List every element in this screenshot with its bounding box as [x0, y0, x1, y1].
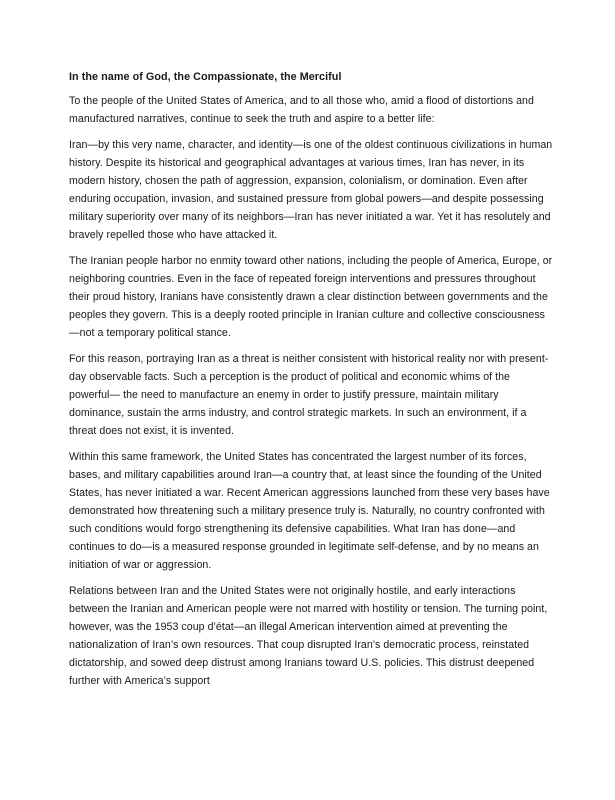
- paragraph-salutation: To the people of the United States of America, and to all those who, amid a flood of distortions and manufactured narratives, continue to seek the truth and aspire to a better life:: [69, 95, 534, 125]
- paragraph-us-military-presence: Within this same framework, the United States has concentrated the largest number of its forces, bases, and military capabilities around Iran—a country that, at least since the founding of the United States, has never initiated a war. Recent American aggressions launched from these very bases have demonstrated how threatening such a military presence truly is. Naturally, no country confronted with such conditions would forgo strengthening its defensive capabilities. What Iran has done—and continues to do—is a measured response grounded in legitimate self-defense, and by no means an initiation of war or aggression.: [69, 451, 550, 571]
- paragraph-relations-history: Relations between Iran and the United States were not originally hostile, and early interactions between the Iranian and American people were not marred with hostility or tension. The turning point, however, was the 1953 coup d’état—an illegal American intervention aimed at preventing the nationalization of Iran’s own resources. That coup disrupted Iran’s democratic process, reinstated dictatorship, and sowed deep distrust among Iranians toward U.S. policies. This distrust deepened further with America’s support: [69, 585, 548, 687]
- letter-body: [69, 68, 553, 698]
- paragraph-iranian-people: The Iranian people harbor no enmity toward other nations, including the people of America, Europe, or neighboring countries. Even in the face of repeated foreign interventions and pressures throughout their proud history, Iranians have consistently drawn a clear distinction between governments and the peoples they govern. This is a deeply rooted principle in Iranian culture and collective consciousness—not a temporary political stance.: [69, 255, 553, 339]
- paragraph-threat-perception: For this reason, portraying Iran as a threat is neither consistent with historical reality nor with present-day observable facts. Such a perception is the product of political and economic whims of the powerful— the need to manufacture an enemy in order to justify pressure, maintain military dominance, sustain the arms industry, and control strategic markets. In such an environment, if a threat does not exist, it is invented.: [69, 353, 549, 437]
- letter-heading: In the name of God, the Compassionate, the Merciful: [69, 71, 342, 83]
- paragraph-iran-history: Iran—by this very name, character, and identity—is one of the oldest continuous civilizations in human history. Despite its historical and geographical advantages at various times, Iran has never, in its modern history, chosen the path of aggression, expansion, colonialism, or domination. Even after enduring occupation, invasion, and sustained pressure from global powers—and despite possessing military superiority over many of its neighbors—Iran has never initiated a war. Yet it has resolutely and bravely repelled those who have attacked it.: [69, 139, 553, 241]
